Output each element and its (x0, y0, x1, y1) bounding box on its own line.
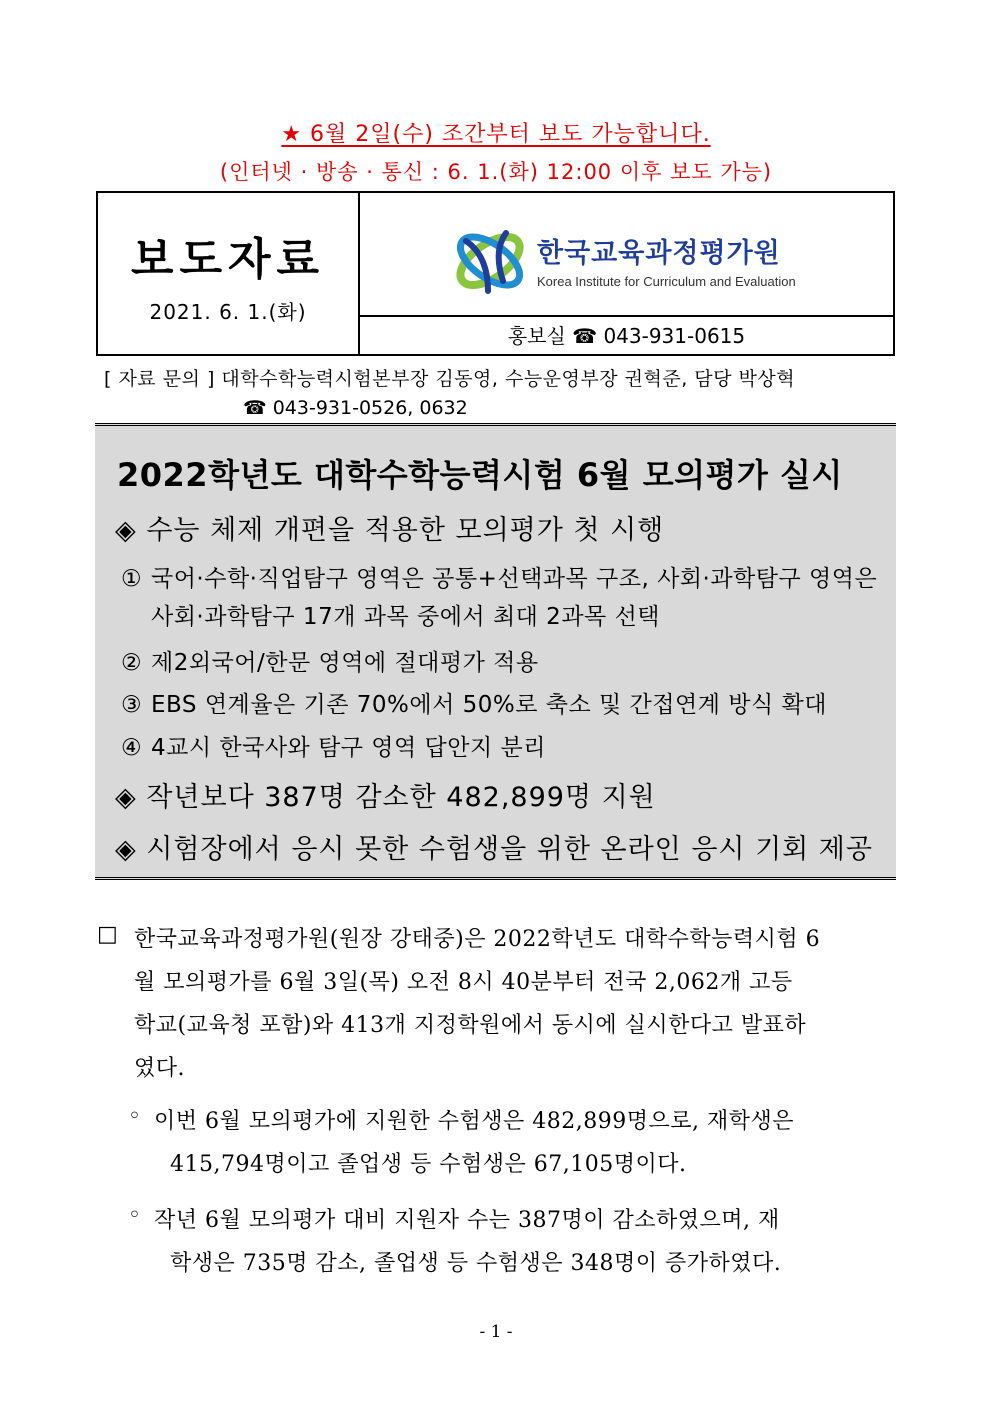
summary-item-1-continued: 사회·과학탐구 17개 과목 중에서 최대 2과목 선택 (151, 604, 661, 630)
release-date: 2021. 6. 1.(화) (149, 300, 307, 324)
summary-item-4 (121, 729, 546, 762)
paragraph-line-1: 한국교육과정평가원(원장 강태중)은 2022학년도 대학수학능력시험 6 (134, 927, 821, 952)
item-number: ④ (121, 735, 143, 761)
summary-item-1 (121, 560, 877, 593)
logo-cell (360, 193, 893, 317)
paragraph-marker: □ (97, 922, 119, 947)
press-office-contact: 홍보실 ☎ 043-931-0615 (507, 324, 746, 348)
inquiry-line: [ 자료 문의 ] 대학수학능력시험본부장 김동영, 수능운영부장 권혁준, 담당 박상혁 (104, 368, 796, 390)
embargo-line-1: ★ 6월 2일(수) 조간부터 보도 가능합니다. (281, 122, 711, 147)
press-header-table (96, 191, 895, 356)
paragraph-line-3: 학교(교육청 포함)와 413개 지정학원에서 동시에 실시한다고 발표하 (134, 1013, 807, 1038)
press-release-title: 보도자료 (130, 234, 325, 285)
logo-english-name: Korea Institute for Curriculum and Evaluation (537, 274, 796, 289)
paragraph-line-2: 월 모의평가를 6월 3일(목) 오전 8시 40분부터 전국 2,062개 고등 (134, 970, 793, 995)
embargo-detail: (인터넷 · 방송 · 통신 : 6. 1.(화) 12:00 이후 보도 가능) (219, 160, 773, 184)
sub-item-2-line-1: 작년 6월 모의평가 대비 지원자 수는 387명이 감소하였으며, 재 (154, 1208, 780, 1233)
press-title-cell (98, 193, 360, 354)
item-text: 국어·수학·직업탐구 영역은 공통+선택과목 구조, 사회·과학탐구 영역은 (151, 566, 878, 592)
summary-bullet-2: ◈ 작년보다 387명 감소한 482,899명 지원 (115, 782, 656, 813)
sub-item-marker: ◦ (128, 1104, 142, 1129)
summary-title: 2022학년도 대학수학능력시험 6월 모의평가 실시 (117, 456, 843, 494)
summary-bullet-1: ◈ 수능 체제 개편을 적용한 모의평가 첫 시행 (115, 515, 665, 546)
item-number: ① (121, 566, 143, 592)
item-text: 4교시 한국사와 탐구 영역 답안지 분리 (151, 735, 546, 761)
embargo-notice (0, 117, 992, 148)
summary-box (95, 423, 896, 880)
inquiry-phone: ☎ 043-931-0526, 0632 (243, 397, 468, 419)
sub-item-2-line-2: 학생은 735명 감소, 졸업생 등 수험생은 348명이 증가하였다. (170, 1251, 782, 1276)
item-number: ② (121, 650, 143, 676)
summary-item-3 (121, 686, 827, 719)
sub-item-1-line-1: 이번 6월 모의평가에 지원한 수험생은 482,899명으로, 재학생은 (154, 1109, 794, 1134)
item-text: 제2외국어/한문 영역에 절대평가 적용 (151, 650, 539, 676)
logo-korean-name: 한국교육과정평가원 (537, 238, 781, 269)
sub-item-marker: ◦ (128, 1203, 142, 1228)
page-number: - 1 - (479, 1322, 513, 1342)
sub-item-1-line-2: 415,794명이고 졸업생 등 수험생은 67,105명이다. (170, 1152, 687, 1177)
item-text: EBS 연계율은 기존 70%에서 50%로 축소 및 간접연계 방식 확대 (151, 692, 827, 718)
item-number: ③ (121, 692, 143, 718)
summary-item-2 (121, 644, 539, 677)
kice-logo-icon (448, 221, 534, 301)
paragraph-line-4: 였다. (134, 1056, 185, 1081)
summary-bullet-3: ◈ 시험장에서 응시 못한 수험생을 위한 온라인 응시 기회 제공 (115, 834, 873, 865)
